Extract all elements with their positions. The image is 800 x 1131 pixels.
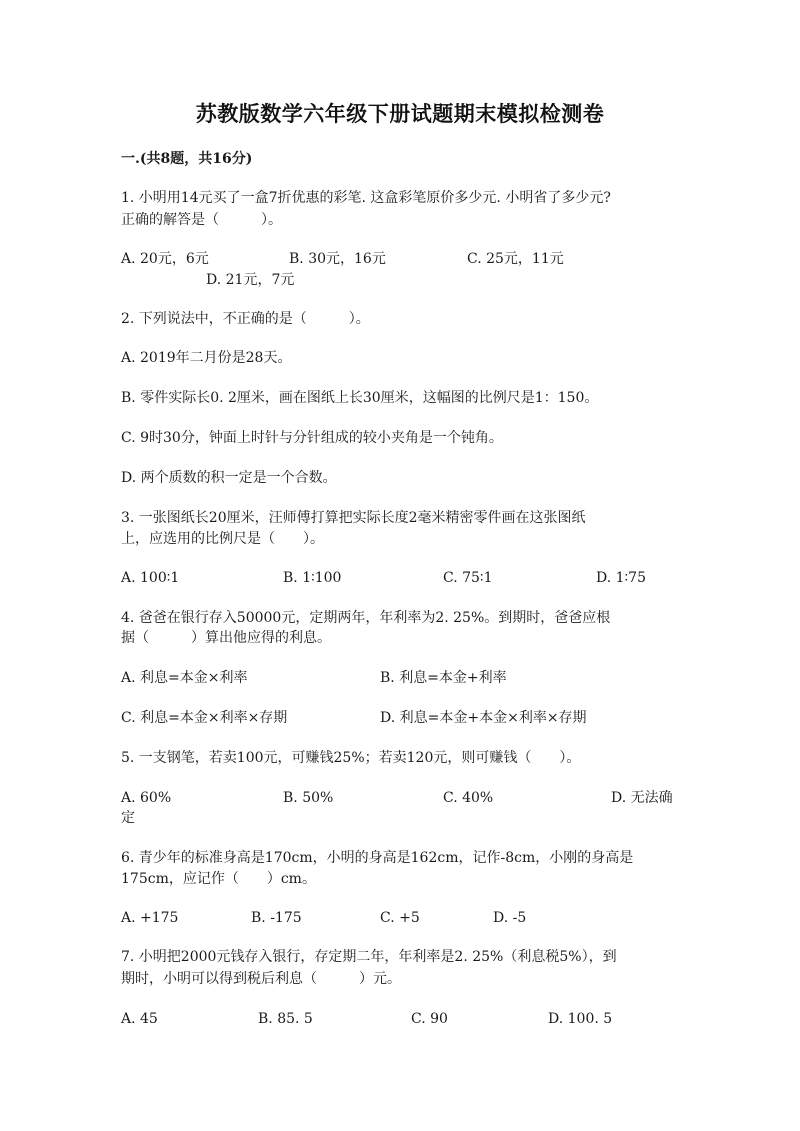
q1-stem-line2: 正确的解答是（ ）。 <box>121 212 282 228</box>
q3-option-a: A. 100∶1 <box>121 570 180 586</box>
q1-stem-line1: 1. 小明用14元买了一盒7折优惠的彩笔. 这盒彩笔原价多少元. 小明省了多少元? <box>121 190 611 206</box>
q7-option-c: C. 90 <box>411 1011 448 1027</box>
q3-option-d: D. 1∶75 <box>596 570 646 586</box>
q7-option-d: D. 100. 5 <box>548 1011 613 1027</box>
q4-stem-line1: 4. 爸爸在银行存入50000元，定期两年，年利率为2. 25%。到期时，爸爸应根 <box>121 610 611 626</box>
q4-option-c: C. 利息=本金×利率×存期 <box>121 710 288 726</box>
q3-stem-line2: 上，应选用的比例尺是（ ）。 <box>121 531 324 547</box>
q1-option-b: B. 30元，16元 <box>289 251 386 267</box>
q3-stem-line1: 3. 一张图纸长20厘米，汪师傅打算把实际长度2毫米精密零件画在这张图纸 <box>121 510 586 526</box>
q5-option-b: B. 50% <box>283 790 334 806</box>
q5-option-d: D. 无法确 <box>611 790 673 806</box>
q4-option-d: D. 利息=本金+本金×利率×存期 <box>380 710 587 726</box>
q4-stem-line2: 据（ ）算出他应得的利息。 <box>121 630 331 646</box>
q2-option-c: C. 9时30分，钟面上时针与分针组成的较小夹角是一个钝角。 <box>121 430 503 446</box>
q3-option-b: B. 1∶100 <box>283 570 342 586</box>
q6-option-a: A. +175 <box>121 910 179 926</box>
q7-option-b: B. 85. 5 <box>258 1011 313 1027</box>
q2-stem: 2. 下列说法中，不正确的是（ ）。 <box>121 311 370 327</box>
page-title: 苏教版数学六年级下册试题期末模拟检测卷 <box>195 102 605 126</box>
q2-option-b: B. 零件实际长0. 2厘米，画在图纸上长30厘米，这幅图的比例尺是1：150。 <box>121 390 599 406</box>
q6-option-d: D. -5 <box>493 910 527 926</box>
q7-stem-line1: 7. 小明把2000元钱存入银行，存定期二年，年利率是2. 25%（利息税5%），到 <box>121 949 617 965</box>
q2-option-d: D. 两个质数的积一定是一个合数。 <box>121 470 337 486</box>
q7-option-a: A. 45 <box>121 1011 158 1027</box>
q7-stem-line2: 期时，小明可以得到税后利息（ ）元。 <box>121 971 401 987</box>
q5-option-c: C. 40% <box>443 790 494 806</box>
q6-option-c: C. +5 <box>380 910 420 926</box>
q6-stem-line2: 175cm，应记作（ ）cm。 <box>121 871 316 887</box>
q6-option-b: B. -175 <box>251 910 302 926</box>
q5-stem: 5. 一支钢笔，若卖100元，可赚钱25%；若卖120元，则可赚钱（ ）。 <box>121 750 581 766</box>
q1-option-d: D. 21元，7元 <box>206 272 295 288</box>
q3-option-c: C. 75∶1 <box>443 570 493 586</box>
q5-option-d-wrap: 定 <box>121 810 135 826</box>
section-heading: 一.(共8题，共16分) <box>121 151 253 167</box>
q5-option-a: A. 60% <box>121 790 172 806</box>
q6-stem-line1: 6. 青少年的标准身高是170cm，小明的身高是162cm，记作-8cm，小刚的身高是 <box>121 850 634 866</box>
q4-option-a: A. 利息=本金×利率 <box>121 670 248 686</box>
q1-option-a: A. 20元，6元 <box>121 251 209 267</box>
q2-option-a: A. 2019年二月份是28天。 <box>121 350 292 366</box>
q1-option-c: C. 25元，11元 <box>467 251 564 267</box>
q4-option-b: B. 利息=本金+利率 <box>380 670 507 686</box>
